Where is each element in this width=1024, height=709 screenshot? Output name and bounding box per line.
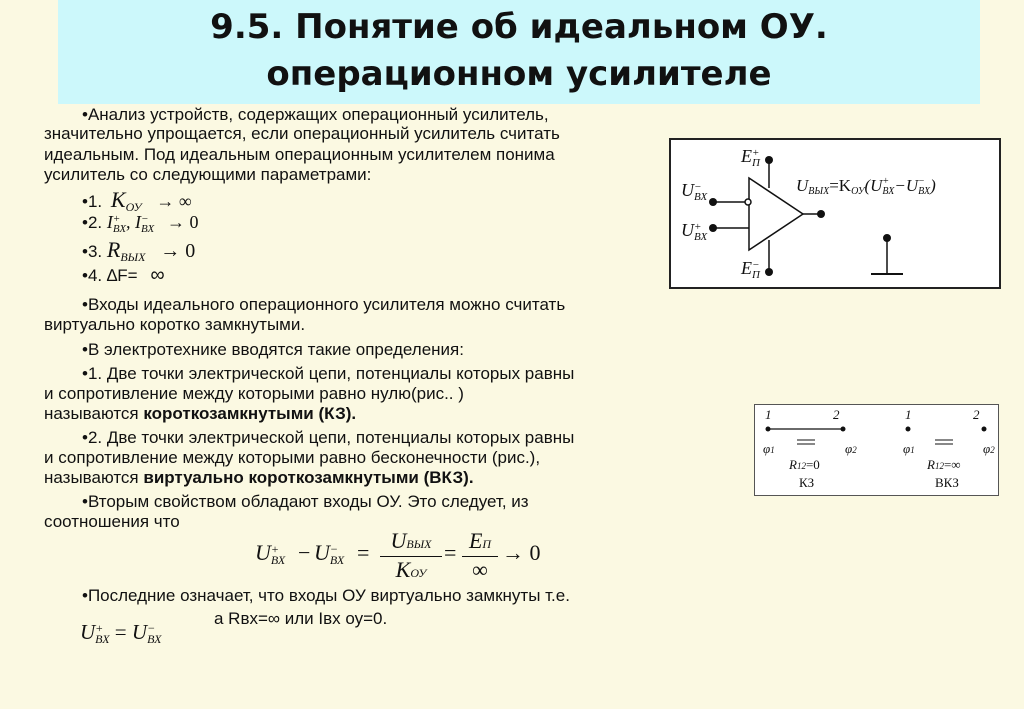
param-3: •3. $R_{ВЫХ} \to 0$	[82, 237, 196, 264]
ep-plus-label: E + П	[741, 146, 760, 169]
kz-n2: 2	[833, 407, 840, 422]
opamp-diagram	[671, 140, 999, 287]
kz-phi1: φ1	[763, 441, 775, 456]
intro-line-1: •Анализ устройств, содержащих операционный усилитель,	[82, 105, 549, 124]
definitions-line: •В электротехнике вводятся такие определения:	[82, 340, 464, 359]
opamp-triangle	[749, 178, 803, 250]
def1-line-3: называются короткозамкнутыми (КЗ).	[44, 404, 357, 423]
formula-u-minus: U − ВХ	[314, 540, 345, 567]
second-line-2: соотношения что	[44, 512, 180, 531]
formula-u-plus: U + ВХ	[255, 540, 286, 567]
kz-diagram	[755, 405, 998, 495]
last-line-1: •Последние означает, что входы ОУ виртуально замкнуты т.е.	[82, 586, 570, 605]
param-2: •2. I + ВХ , I − ВХ → 0	[82, 212, 199, 235]
uin-plus-label: U + ВХ	[681, 220, 708, 243]
vkz-n2: 2	[973, 407, 980, 422]
vkz-r: R12=∞	[927, 457, 961, 472]
ep-minus-label: E − П	[741, 258, 760, 281]
kz-label: КЗ	[799, 475, 815, 490]
vkz-n1: 1	[905, 407, 912, 422]
formula-eq-2: =	[444, 540, 457, 565]
intro-line-3: идеальным. Под идеальным операционным усилителем понима	[44, 145, 555, 164]
intro-line-2: значительно упрощается, если операционный усилитель считать	[44, 124, 560, 143]
vkz-phi1: φ1	[903, 441, 915, 456]
second-line-1: •Вторым свойством обладают входы ОУ. Это следует, из	[82, 492, 529, 511]
param-4: •4. ∆F= ∞	[82, 264, 165, 286]
opamp-inv-dot	[709, 198, 717, 206]
kz-n1: 1	[765, 407, 772, 422]
opamp-figure	[669, 138, 1001, 289]
kz-figure	[754, 404, 999, 496]
opamp-noninv-dot	[709, 224, 717, 232]
kz-r: R12=0	[789, 457, 820, 472]
opamp-supply-plus-dot	[765, 156, 773, 164]
formula-eq-1: =	[357, 540, 370, 565]
vkz-phi2: φ2	[983, 441, 995, 456]
frac1-num: UВЫХ	[390, 528, 432, 553]
inputs-line-1: •Входы идеального операционного усилителя можно считать	[82, 295, 566, 314]
final-formula: U + ВХ = U − ВХ	[80, 620, 162, 647]
opamp-inv-bubble	[745, 199, 751, 205]
inputs-line-2: виртуально коротко замкнутыми.	[44, 315, 306, 334]
formula-frac-1	[380, 528, 442, 583]
intro-line-4: усилитель со следующими параметрами:	[44, 165, 372, 184]
def2-line-3: называются виртуально короткозамкнутыми (ВКЗ).	[44, 468, 474, 487]
vkz-node-2	[982, 427, 987, 432]
last-line-2: а Rвх=∞ или Iвх оу=0.	[214, 609, 388, 628]
opamp-out-dot	[817, 210, 825, 218]
def1-line-1: •1. Две точки электрической цепи, потенциалы которых равны	[82, 364, 575, 383]
frac1-den: KОУ	[380, 556, 442, 583]
def1-line-2: и сопротивление между которыми равно нулю(рис.. )	[44, 384, 464, 403]
opamp-supply-minus-dot	[765, 268, 773, 276]
def2-line-2: и сопротивление между которыми равно бесконечности (рис.),	[44, 448, 541, 467]
kz-phi2: φ2	[845, 441, 857, 456]
title-line-2: операционном усилителе	[266, 54, 772, 94]
title-line-1: 9.5. Понятие об идеальном ОУ.	[210, 7, 828, 47]
formula-tail: → 0	[502, 540, 541, 565]
vkz-label: ВКЗ	[935, 475, 959, 490]
vkz-node-1	[906, 427, 911, 432]
opamp-output-equation: UВЫХ=KОУ(U + ВХ −U − ВХ )	[796, 176, 936, 198]
formula-frac-2	[462, 528, 498, 583]
param-1: •1. $K_{ОУ}$ → ∞	[82, 187, 192, 214]
slide-title	[58, 4, 980, 98]
formula-minus: −	[298, 540, 311, 565]
def2-line-1: •2. Две точки электрической цепи, потенциалы которых равны	[82, 428, 575, 447]
uin-minus-label: U − ВХ	[681, 180, 708, 203]
frac2-den: ∞	[462, 556, 498, 583]
frac2-num: EП	[468, 528, 492, 553]
